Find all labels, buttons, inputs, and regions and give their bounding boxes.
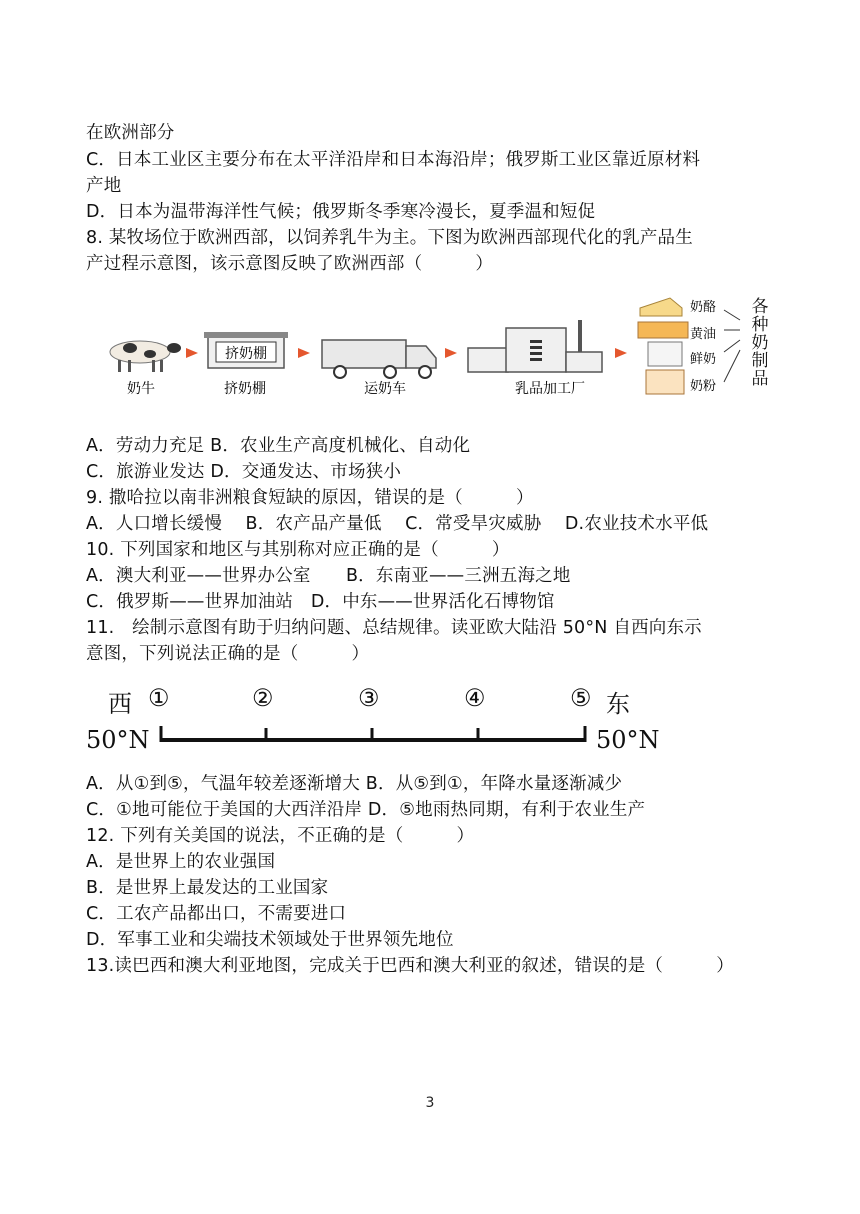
- arrow-icon: [186, 348, 198, 358]
- arrow-icon: [298, 348, 310, 358]
- step-factory-label: 乳品加工厂: [515, 381, 585, 397]
- text-line: C．日本工业区主要分布在太平洋沿岸和日本海沿岸；俄罗斯工业区靠近原材料: [86, 150, 701, 170]
- point-4-label: ④: [464, 684, 486, 712]
- option-line: A．是世界上的农业强国: [86, 852, 276, 872]
- text-line: 意图，下列说法正确的是（ ）: [86, 644, 370, 664]
- product-cheese-label: 奶酪: [690, 300, 717, 315]
- point-5-label: ⑤: [570, 684, 592, 712]
- point-1-label: ①: [148, 684, 170, 712]
- question-13: 13.读巴西和澳大利亚地图，完成关于巴西和澳大利亚的叙述，错误的是（ ）: [86, 956, 734, 976]
- step-cow-label: 奶牛: [127, 381, 155, 397]
- option-line: A．人口增长缓慢 B．农产品产量低 C．常受旱灾威胁 D.农业技术水平低: [86, 514, 709, 534]
- question-9: 9. 撒哈拉以南非洲粮食短缺的原因，错误的是（ ）: [86, 488, 534, 508]
- dairy-process-diagram: [100, 290, 768, 398]
- text-line: 产过程示意图，该示意图反映了欧洲西部（ ）: [86, 254, 494, 274]
- latitude-50n-diagram: [86, 682, 686, 762]
- page-number: 3: [425, 1095, 435, 1111]
- question-8: 8. 某牧场位于欧洲西部，以饲养乳牛为主。下图为欧洲西部现代化的乳产品生: [86, 228, 693, 248]
- side-label-char: 各: [751, 297, 769, 317]
- text-line: 在欧洲部分: [86, 123, 175, 143]
- text-line: 产地: [86, 176, 122, 196]
- question-12: 12. 下列有关美国的说法，不正确的是（ ）: [86, 826, 475, 846]
- west-label: 西: [108, 690, 132, 718]
- arrow-icon: [445, 348, 457, 358]
- option-line: C．俄罗斯——世界加油站 D．中东——世界活化石博物馆: [86, 592, 555, 612]
- option-line: A．劳动力充足 B．农业生产高度机械化、自动化: [86, 436, 471, 456]
- option-line: D．军事工业和尖端技术领域处于世界领先地位: [86, 930, 454, 950]
- arrow-icon: [615, 348, 627, 358]
- text-line: D．日本为温带海洋性气候；俄罗斯冬季寒冷漫长，夏季温和短促: [86, 202, 596, 222]
- cow-icon: [110, 341, 181, 372]
- question-10: 10. 下列国家和地区与其别称对应正确的是（ ）: [86, 540, 510, 560]
- side-label-char: 制: [751, 351, 769, 371]
- option-line: C．旅游业发达 D．交通发达、市场狭小: [86, 462, 402, 482]
- option-line: B．是世界上最发达的工业国家: [86, 878, 329, 898]
- option-line: A．澳大利亚——世界办公室 B．东南亚——三洲五海之地: [86, 566, 571, 586]
- option-line: C．①地可能位于美国的大西洋沿岸 D．⑤地雨热同期，有利于农业生产: [86, 800, 646, 820]
- dairy-products-icon: [638, 298, 688, 394]
- east-label: 东: [606, 690, 630, 718]
- side-label-char: 种: [751, 315, 769, 335]
- point-2-label: ②: [252, 684, 274, 712]
- question-11: 11. 绘制示意图有助于归纳问题、总结规律。读亚欧大陆沿 50°N 自西向东示: [86, 618, 702, 638]
- shed-sign-label: 挤奶棚: [225, 346, 267, 362]
- option-line: C．工农产品都出口，不需要进口: [86, 904, 347, 924]
- product-butter-label: 黄油: [690, 327, 717, 342]
- option-line: A．从①到⑤，气温年较差逐渐增大 B．从⑤到①，年降水量逐渐减少: [86, 774, 623, 794]
- side-label-char: 品: [751, 369, 769, 389]
- side-label-char: 奶: [751, 333, 769, 353]
- product-milk-label: 鲜奶: [690, 352, 717, 367]
- right-latitude-label: 50°N: [596, 726, 660, 754]
- step-shed-label: 挤奶棚: [224, 381, 266, 397]
- point-3-label: ③: [358, 684, 380, 712]
- step-truck-label: 运奶车: [364, 381, 406, 397]
- left-latitude-label: 50°N: [86, 726, 150, 754]
- dairy-factory-icon: [468, 320, 602, 372]
- milk-truck-icon: [322, 340, 436, 378]
- product-powder-label: 奶粉: [690, 379, 717, 394]
